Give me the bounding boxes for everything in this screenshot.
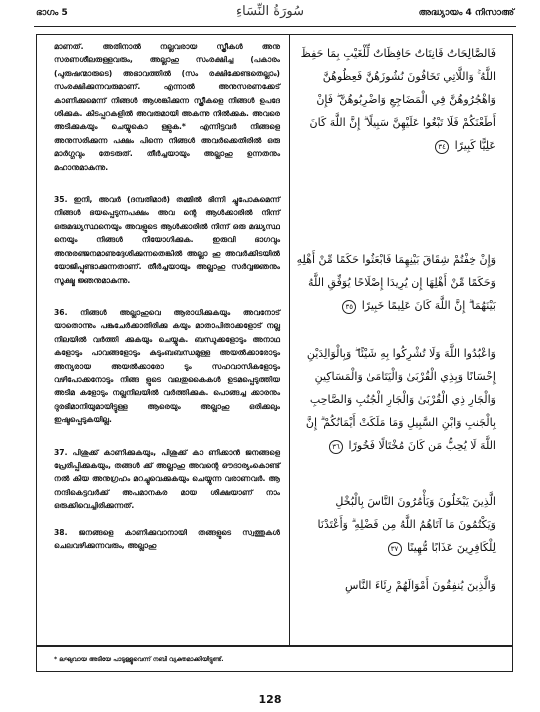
arabic-verse-38	[296, 574, 496, 597]
translation-paragraph: 38. ജനങ്ങളെ കാണിക്കുവാനായി തങ്ങളുടെ സ്വത്തുകൾ ചെലവഴിക്കുന്നവരും, അല്ലാഹു	[54, 527, 280, 550]
header-rule	[34, 26, 516, 27]
part-label: ഭാഗം 5	[36, 8, 68, 18]
arabic-verse-34	[296, 42, 496, 157]
ayah-number-marker: ٣٤	[435, 140, 449, 154]
arabic-text: وَاعْبُدُوا اللَّهَ وَلَا تُشْرِكُوا بِهِ شَيْئًا ۖ وَبِالْوَالِدَيْنِ إِحْسَانًا وَبِذِي الْقُرْبَىٰ وَالْيَتَامَىٰ وَالْمَسَاكِينِ وَالْجَارِ ذِي الْقُرْبَىٰ وَالْجَارِ الْجُنُبِ وَالصَّاحِبِ بِالْجَنبِ وَابْنِ السَّبِيلِ وَمَا مَلَكَتْ أَيْمَانُكُمْ ۗ إِنَّ اللَّهَ لَا يُحِبُّ مَن كَانَ مُخْتَالًا فَخُورًا	[305, 347, 496, 452]
translation-paragraph: 35. ഇനി, അവർ (ദമ്പതിമാർ) തമ്മിൽ ഭിന്നി ച്ചുപോകുമെന്ന് നിങ്ങൾ ഭയപ്പെടുന്നപക്ഷം അവ ന്റെ ആൾക്കാരിൽ നിന്ന് ഒരുമദ്ധ്യസ്ഥനെയും അവളുടെ ആൾക്കാരിൽ നിന്ന് ഒരു മദ്ധ്യസ്ഥ നെയും നിങ്ങൾ നിയോഗിക്കുക. ഇരുവി ഭാഗവും അനുരഞ്ജനമാണുദ്ദേശിക്കുന്നതെങ്കിൽ അല്ലാ ഹു അവർക്കിടയിൽ യോജിപ്പുണ്ടാക്കുന്നതാണ്. തീർച്ചയായും അല്ലാഹു സർവ്വജ്ഞനും സൂക്ഷ്മ ജ്ഞനുമാകുന്നു.	[54, 195, 280, 285]
arabic-text: فَالصَّالِحَاتُ قَانِتَاتٌ حَافِظَاتٌ لِّلْغَيْبِ بِمَا حَفِظَ اللَّهُ ۚ وَاللَّاتِي تَخَافُونَ نُشُوزَهُنَّ فَعِظُوهُنَّ وَاهْجُرُوهُنَّ فِي الْمَضَاجِعِ وَاضْرِبُوهُنَّ ۖ فَإِنْ أَطَعْنَكُمْ فَلَا تَبْغُوا عَلَيْهِنَّ سَبِيلًا ۗ إِنَّ اللَّهَ كَانَ عَلِيًّا كَبِيرًا	[300, 47, 496, 152]
surah-title: سُورَةُ النِّسَاءِ	[236, 4, 304, 19]
arabic-verse-37	[296, 490, 496, 559]
ayah-number-marker: ٣٧	[388, 542, 402, 556]
footnote-text: * ലഘുവായ അടിയേ പാടുള്ളൂവെന്ന് നബി വ്യക്തമാക്കിയിട്ടുണ്ട്.	[54, 656, 224, 663]
translation-paragraph: മാണത്. അതിനാൽ നല്ലവരായ സ്ത്രീകൾ അനു സരണശീലരുള്ളവരും, അല്ലാഹു സംരക്ഷിച്ച (പകാരം (പുരുഷന്മാരുടെ) അഭാവത്തിൽ (സം രക്ഷിക്കേണ്ടതെല്ലാം) സംരക്ഷിക്കുന്നവരുമാണ്. എന്നാൽ അനുസരണക്കേട് കാണിക്കുമെന്ന് നിങ്ങൾ ആശങ്കിക്കുന്ന സ്ത്രീകളെ നിങ്ങൾ ഉപദേ ശിക്കുക. കിടപ്പറകളിൽ അവരുമായി അകന്നു നിൽക്കുക. അവരെ അടിക്കുകയും ചെയ്യുകൊ ള്ളുക.* എന്നിട്ടവർ നിങ്ങളെ അനുസരിക്കുന്ന പക്ഷം പിന്നെ നിങ്ങൾ അവർക്കെതിരിൽ ഒരു മാർഗ്ഗവും തേടരുത്. തീർച്ചയായും അല്ലാഹു ഉന്നതനും മഹാനുമാകുന്നു.	[54, 42, 280, 172]
arabic-verse-35	[296, 248, 496, 317]
translation-paragraph: 36. നിങ്ങൾ അല്ലാഹുവെ ആരാധിക്കുകയും അവനോട് യാതൊന്നും പങ്കുചേർക്കാതിരിക്കു കയും മാതാപിതാക്കളോട് നല്ല നിലയിൽ വർത്തി ക്കുകയും ചെയ്യുക. ബന്ധുക്കളോടും അനാഥ കളോടും പാവങ്ങളോടും കുടുംബബന്ധമുള്ള അയൽക്കാരോടും അന്യരായ അയൽക്കാരോ ടും സഹവാസികളോടും വഴിപോക്കനോടും നിങ്ങ ളുടെ വലതുകൈകൾ ഉടമപ്പെടുത്തിയ അടിമ കളോടും നല്ലനിലയിൽ വർത്തിക്കുക. പൊങ്ങച്ച ക്കാരനും ദുരഭിമാനിയുമായിട്ടുള്ള ആരെയും അല്ലാഹു ഒരിക്കലും ഇഷ്ടപ്പെടുകയില്ല.	[54, 307, 280, 425]
translation-column	[54, 40, 280, 552]
page-header	[0, 0, 540, 32]
page-number: 128	[258, 693, 282, 706]
ayah-number-marker: ٣٦	[329, 440, 343, 454]
chapter-label: അദ്ധ്യായം 4 നിസാഅ്	[418, 8, 514, 18]
ayah-number-marker: ٣٥	[342, 300, 356, 314]
column-divider	[289, 34, 290, 646]
arabic-text: وَإِنْ خِفْتُمْ شِقَاقَ بَيْنِهِمَا فَابْعَثُوا حَكَمًا مِّنْ أَهْلِهِ وَحَكَمًا مِّنْ أَهْلِهَا إِن يُرِيدَا إِصْلَاحًا يُوَفِّقِ اللَّهُ بَيْنَهُمَا ۗ إِنَّ اللَّهَ كَانَ عَلِيمًا خَبِيرًا	[296, 253, 496, 312]
arabic-verse-36	[296, 342, 496, 457]
arabic-text: الَّذِينَ يَبْخَلُونَ وَيَأْمُرُونَ النَّاسَ بِالْبُخْلِ وَيَكْتُمُونَ مَا آتَاهُمُ اللَّهُ مِن فَضْلِهِ ۗ وَأَعْتَدْنَا لِلْكَافِرِينَ عَذَابًا مُّهِينًا	[317, 495, 496, 554]
translation-paragraph: 37. പിശുക്ക് കാണിക്കുകയും, പിശുക്ക് കാ ണിക്കാൻ ജനങ്ങളെ പ്രേരിപ്പിക്കുകയും, തങ്ങൾ ക്ക് അല്ലാഹു അവന്റെ ഔദാര്യംകൊണ്ട് നൽ കിയ അനുഗ്രഹം മറച്ചുവെക്കുകയും ചെയ്യുന്ന വരാണവർ. ആ നന്ദികെട്ടവർക്ക് അപമാനകര മായ ശിക്ഷയാണ് നാം ഒരുക്കിവെച്ചിരിക്കുന്നത്.	[54, 447, 280, 511]
arabic-text: وَالَّذِينَ يُنفِقُونَ أَمْوَالَهُمْ رِئَاءَ النَّاسِ	[344, 579, 496, 592]
